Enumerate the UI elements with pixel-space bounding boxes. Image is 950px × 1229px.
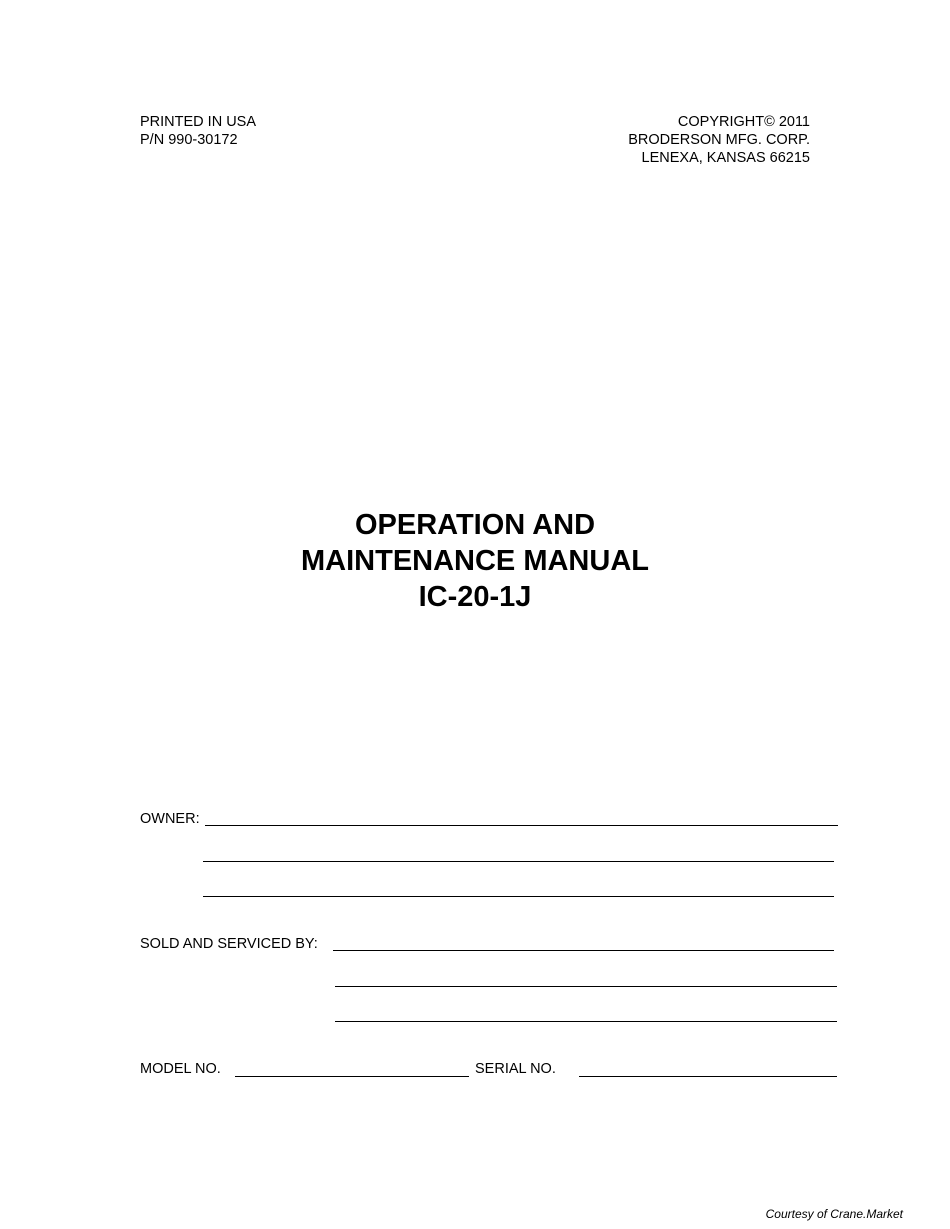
part-number: P/N 990-30172 <box>140 132 238 148</box>
sold-serviced-label: SOLD AND SERVICED BY: <box>140 936 318 952</box>
title-line-2: MAINTENANCE MANUAL <box>301 545 649 577</box>
company-name: BRODERSON MFG. CORP. <box>628 132 810 148</box>
model-number-line[interactable] <box>235 1076 469 1077</box>
owner-line-1[interactable] <box>205 825 838 826</box>
sold-serviced-line-2[interactable] <box>335 986 837 987</box>
model-number-label: MODEL NO. <box>140 1061 221 1077</box>
owner-label: OWNER: <box>140 811 200 827</box>
manual-title <box>0 507 950 615</box>
company-address: LENEXA, KANSAS 66215 <box>641 150 810 166</box>
serial-number-line[interactable] <box>579 1076 837 1077</box>
copyright-block <box>628 113 810 167</box>
sold-serviced-line-3[interactable] <box>335 1021 837 1022</box>
title-line-3: IC-20-1J <box>418 581 532 613</box>
serial-number-label: SERIAL NO. <box>475 1061 556 1077</box>
sold-serviced-line-1[interactable] <box>333 950 834 951</box>
owner-line-2[interactable] <box>203 861 834 862</box>
print-info <box>140 113 256 149</box>
copyright-line: COPYRIGHT© 2011 <box>677 114 810 130</box>
printed-in-usa: PRINTED IN USA <box>140 114 257 130</box>
title-line-1: OPERATION AND <box>354 509 596 541</box>
courtesy-note: Courtesy of Crane.Market <box>765 1207 903 1221</box>
owner-line-3[interactable] <box>203 896 834 897</box>
